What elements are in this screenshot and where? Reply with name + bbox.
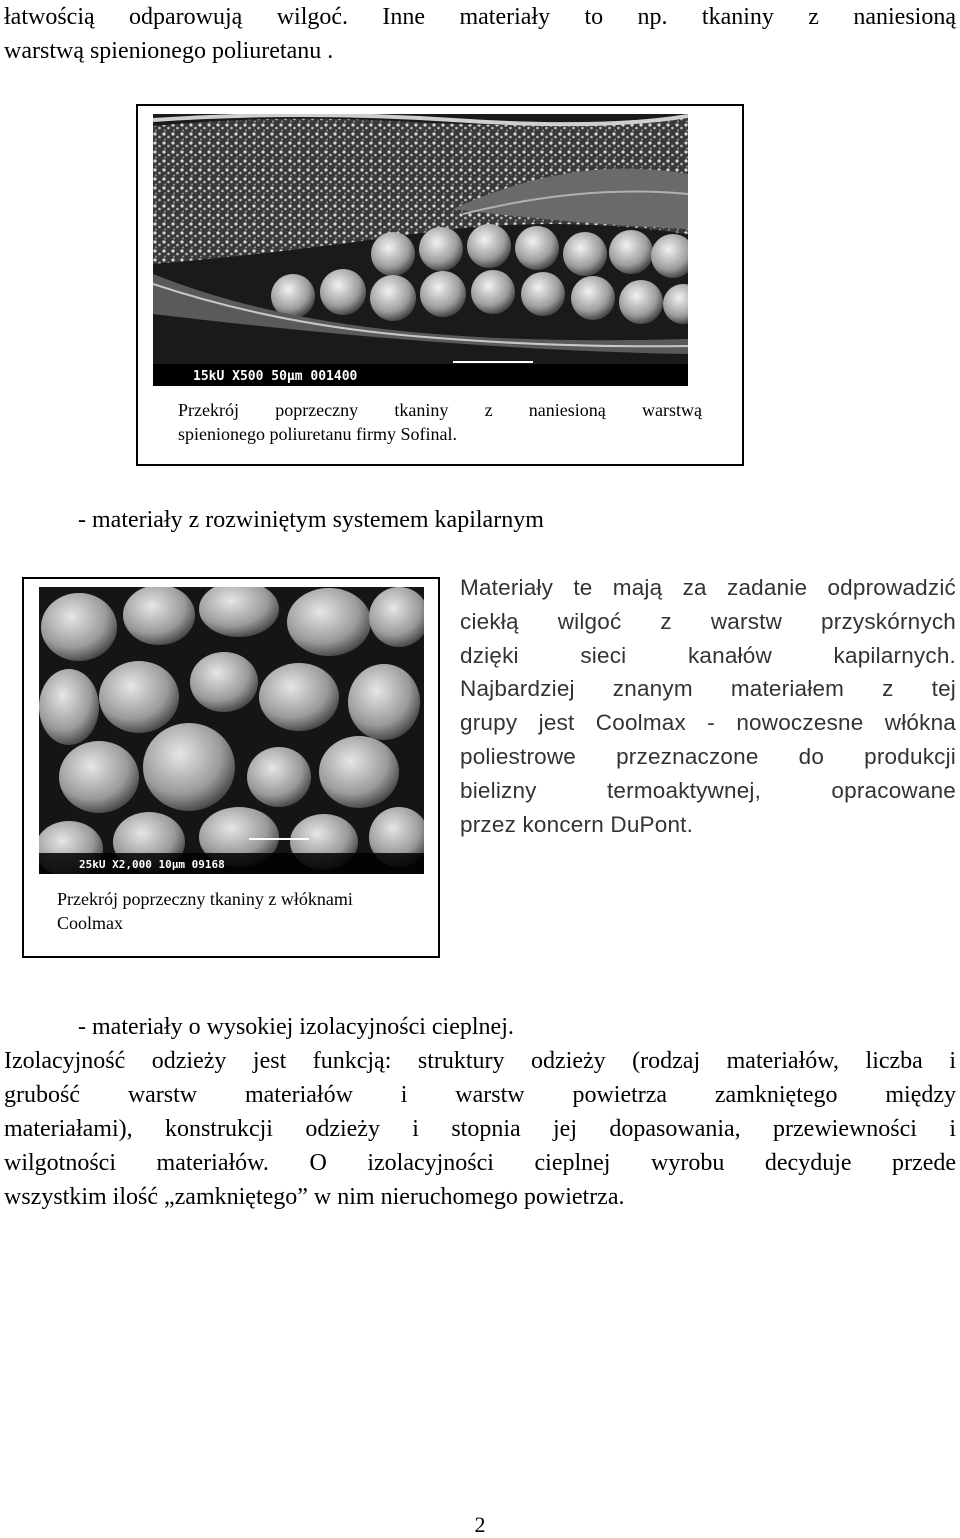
description-line: bielizny termoaktywnej, opracowane bbox=[460, 777, 956, 803]
paragraph-line: wilgotności materiałów. O izolacyjności cieplnej wyrobu decyduje przede bbox=[4, 1150, 956, 1176]
caption-line: Przekrój poprzeczny tkaniny z naniesioną warstwą bbox=[178, 400, 702, 420]
page-number: 2 bbox=[474, 1512, 486, 1537]
caption-line: spienionego poliuretanu firmy Sofinal. bbox=[178, 424, 457, 444]
description-line: grupy jest Coolmax - nowoczesne włókna bbox=[460, 710, 956, 736]
figure-caption bbox=[57, 887, 427, 935]
description-line: Materiały te mają za zadanie odprowadzić bbox=[460, 575, 956, 600]
description-line: poliestrowe przeznaczone do produkcji bbox=[460, 743, 956, 769]
insulation-paragraph bbox=[4, 1044, 956, 1214]
sem-photo-coolmax-image bbox=[39, 587, 424, 874]
intro-line: warstwą spienionego poliuretanu . bbox=[4, 38, 334, 64]
caption-line: Coolmax bbox=[57, 913, 123, 933]
figure-sofinal bbox=[136, 104, 744, 466]
paragraph-line: wszystkim ilość „zamkniętego” w nim nieruchomego powietrza. bbox=[4, 1184, 625, 1210]
section-heading-insulation: - materiały o wysokiej izolacyjności cieplnej. bbox=[78, 1014, 514, 1040]
paragraph-line: Izolacyjność odzieży jest funkcją: struktury odzieży (rodzaj materiałów, liczba i bbox=[4, 1048, 956, 1074]
sem-photo-foam-fabric-image bbox=[153, 114, 688, 386]
intro-line: łatwością odparowują wilgoć. Inne materiały to np. tkaniny z naniesioną bbox=[4, 4, 956, 30]
coolmax-description bbox=[460, 571, 956, 841]
figure-caption bbox=[178, 398, 702, 446]
figure-coolmax bbox=[22, 577, 440, 958]
caption-line: Przekrój poprzeczny tkaniny z włóknami bbox=[57, 889, 353, 909]
description-line: ciekłą wilgoć z warstw przyskórnych bbox=[460, 608, 956, 634]
description-line: Najbardziej znanym materiałem z tej bbox=[460, 676, 956, 702]
paragraph-line: materiałami), konstrukcji odzieży i stopnia jej dopasowania, przewiewności i bbox=[4, 1116, 956, 1142]
paragraph-line: grubość warstw materiałów i warstw powietrza zamkniętego między bbox=[4, 1082, 956, 1108]
sem-photo-coolmax bbox=[39, 587, 424, 874]
photo-label: 15kU X500 50µm 001400 bbox=[193, 369, 358, 384]
sem-photo-foam-fabric bbox=[153, 114, 688, 386]
description-line: przez koncern DuPont. bbox=[460, 811, 694, 837]
intro-paragraph bbox=[4, 0, 956, 68]
section-heading-capillary: - materiały z rozwiniętym systemem kapilarnym bbox=[78, 507, 544, 533]
photo-label: 25kU X2,000 10µm 09168 bbox=[79, 858, 225, 871]
description-line: dzięki sieci kanałów kapilarnych. bbox=[460, 642, 956, 668]
